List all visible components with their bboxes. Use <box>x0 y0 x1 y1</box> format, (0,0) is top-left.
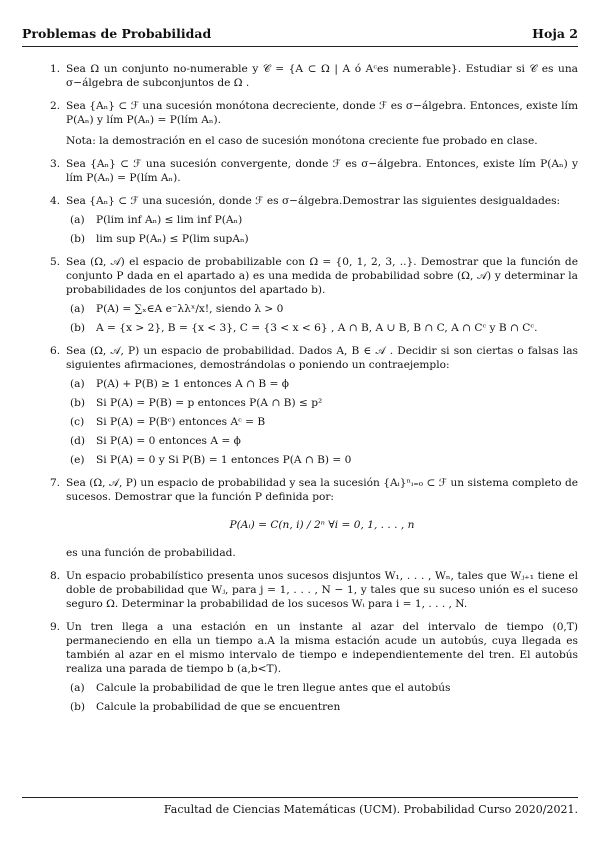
sheet-label: Hoja 2 <box>532 26 578 41</box>
problem-list <box>50 62 578 723</box>
problem-number: 4. <box>50 195 61 207</box>
sub-item-label: (b) <box>70 701 86 713</box>
problem-text: Sea {Aₙ} ⊂ ℱ una sucesión, donde ℱ es σ−álgebra.Demostrar las siguientes desigualdades: <box>66 195 561 207</box>
sub-item <box>66 232 578 246</box>
sub-item-label: (b) <box>70 233 86 245</box>
sub-item-text: P(A) = ∑ₓ∈A e⁻λλˣ/x!, siendo λ > 0 <box>96 303 284 315</box>
problem-note: Nota: la demostración en el caso de sucesión monótona creciente fue probado en clase. <box>66 135 538 147</box>
problem-8 <box>50 569 578 611</box>
problem-number: 8. <box>50 570 61 582</box>
sub-item-label: (a) <box>70 214 85 226</box>
probability-formula: P(Aᵢ) = C(n, i) / 2ⁿ ∀i = 0, 1, . . . , n <box>229 519 415 531</box>
problem-text: Sea Ω un conjunto no-numerable y 𝒞 = {A ⊂ Ω | A ó Aᶜes numerable}. Estudiar si 𝒞 es una σ−álgebra de subconjuntos de Ω . <box>66 63 578 89</box>
sub-item-label: (a) <box>70 303 85 315</box>
problem-7 <box>50 476 578 560</box>
sub-item <box>66 396 578 410</box>
sub-item-text: Si P(A) = 0 y Si P(B) = 1 entonces P(A ∩ B) = 0 <box>96 454 352 466</box>
problem-number: 9. <box>50 621 61 633</box>
problem-text: Sea (Ω, 𝒜) el espacio de probabilizable con Ω = {0, 1, 2, 3, ..}. Demostrar que la función de conjunto P dada en el apartado a) es una medida de probabilidad sobre (Ω, 𝒜) y determinar la probabilidades de los conjuntos del apartado b). <box>66 256 578 296</box>
sub-item <box>66 700 578 714</box>
sub-item-text: Si P(A) = P(Bᶜ) entonces Aᶜ = B <box>96 416 266 428</box>
header-divider <box>22 46 578 47</box>
problem-9 <box>50 620 578 714</box>
problem-text: Un tren llega a una estación en un instante al azar del intervalo de tiempo (0,T) permaneciendo en ella un tiempo a.A la misma estación acude un autobús, cuya llegada es también al azar en el mismo intervalo de tiempo e independientemente del tren. El autobús realiza una parada de tiempo b (a,b<T). <box>66 621 578 675</box>
sub-item-label: (b) <box>70 322 86 334</box>
sub-item <box>66 434 578 448</box>
footer-divider <box>22 797 578 798</box>
problem-6 <box>50 344 578 467</box>
problem-1 <box>50 62 578 90</box>
sub-item-label: (c) <box>70 416 85 428</box>
sub-item <box>66 415 578 429</box>
sub-item-text: Si P(A) = 0 entonces A = ϕ <box>96 435 241 447</box>
problem-number: 5. <box>50 256 61 268</box>
document-title: Problemas de Probabilidad <box>22 26 212 41</box>
sub-item-label: (b) <box>70 397 86 409</box>
sub-item-text: Si P(A) = P(B) = p entonces P(A ∩ B) ≤ p² <box>96 397 323 409</box>
problem-3 <box>50 157 578 185</box>
sub-item <box>66 321 578 335</box>
sub-item-text: lim sup P(Aₙ) ≤ P(lim supAₙ) <box>96 233 249 245</box>
problem-text: Sea (Ω, 𝒜, P) un espacio de probabilidad y sea la sucesión {Aᵢ}ⁿᵢ₌₀ ⊂ ℱ un sistema completo de sucesos. Demostrar que la función P definida por: <box>66 477 578 503</box>
sub-item-text: P(A) + P(B) ≥ 1 entonces A ∩ B = ϕ <box>96 378 289 390</box>
sub-item-label: (a) <box>70 682 85 694</box>
problem-text: Sea {Aₙ} ⊂ ℱ una sucesión convergente, donde ℱ es σ−álgebra. Entonces, existe lím P(Aₙ) y lím P(Aₙ) = P(lím Aₙ). <box>66 158 578 184</box>
problem-number: 6. <box>50 345 61 357</box>
page-footer: Facultad de Ciencias Matemáticas (UCM). Probabilidad Curso 2020/2021. <box>163 803 578 816</box>
problem-number: 7. <box>50 477 61 489</box>
sub-item-text: Calcule la probabilidad de que le tren llegue antes que el autobús <box>96 682 451 694</box>
sub-item-label: (a) <box>70 378 85 390</box>
page-header <box>22 26 578 44</box>
sub-item-label: (e) <box>70 454 85 466</box>
problem-5 <box>50 255 578 335</box>
problem-number: 1. <box>50 63 61 75</box>
sub-item-text: P(lim inf Aₙ) ≤ lim inf P(Aₙ) <box>96 214 243 226</box>
problem-conclusion: es una función de probabilidad. <box>66 547 236 559</box>
sub-item <box>66 377 578 391</box>
sub-item <box>66 213 578 227</box>
sub-item-text: A = {x > 2}, B = {x < 3}, C = {3 < x < 6} , A ∩ B, A ∪ B, B ∩ C, A ∩ Cᶜ y B ∩ Cᶜ. <box>96 322 538 334</box>
sub-item <box>66 681 578 695</box>
problem-number: 2. <box>50 100 61 112</box>
problem-text: Sea (Ω, 𝒜, P) un espacio de probabilidad. Dados A, B ∈ 𝒜 . Decidir si son ciertas o falsas las siguientes afirmaciones, demostrándolas o poniendo un contraejemplo: <box>66 345 578 371</box>
problem-2 <box>50 99 578 148</box>
sub-item-text: Calcule la probabilidad de que se encuentren <box>96 701 341 713</box>
sub-item <box>66 453 578 467</box>
problem-text: Sea {Aₙ} ⊂ ℱ una sucesión monótona decreciente, donde ℱ es σ−álgebra. Entonces, existe lím P(Aₙ) y lím P(Aₙ) = P(lím Aₙ). <box>66 100 578 126</box>
sub-item-label: (d) <box>70 435 86 447</box>
problem-text: Un espacio probabilístico presenta unos sucesos disjuntos W₁, . . . , Wₙ, tales que Wⱼ₊₁ tiene el doble de probabilidad que Wⱼ, para j = 1, . . . , N − 1, y tales que su suceso unión es el suceso seguro Ω. Determinar la probabilidad de los sucesos Wᵢ para i = 1, . . . , N. <box>66 570 578 610</box>
sub-item <box>66 302 578 316</box>
problem-4 <box>50 194 578 246</box>
problem-number: 3. <box>50 158 61 170</box>
